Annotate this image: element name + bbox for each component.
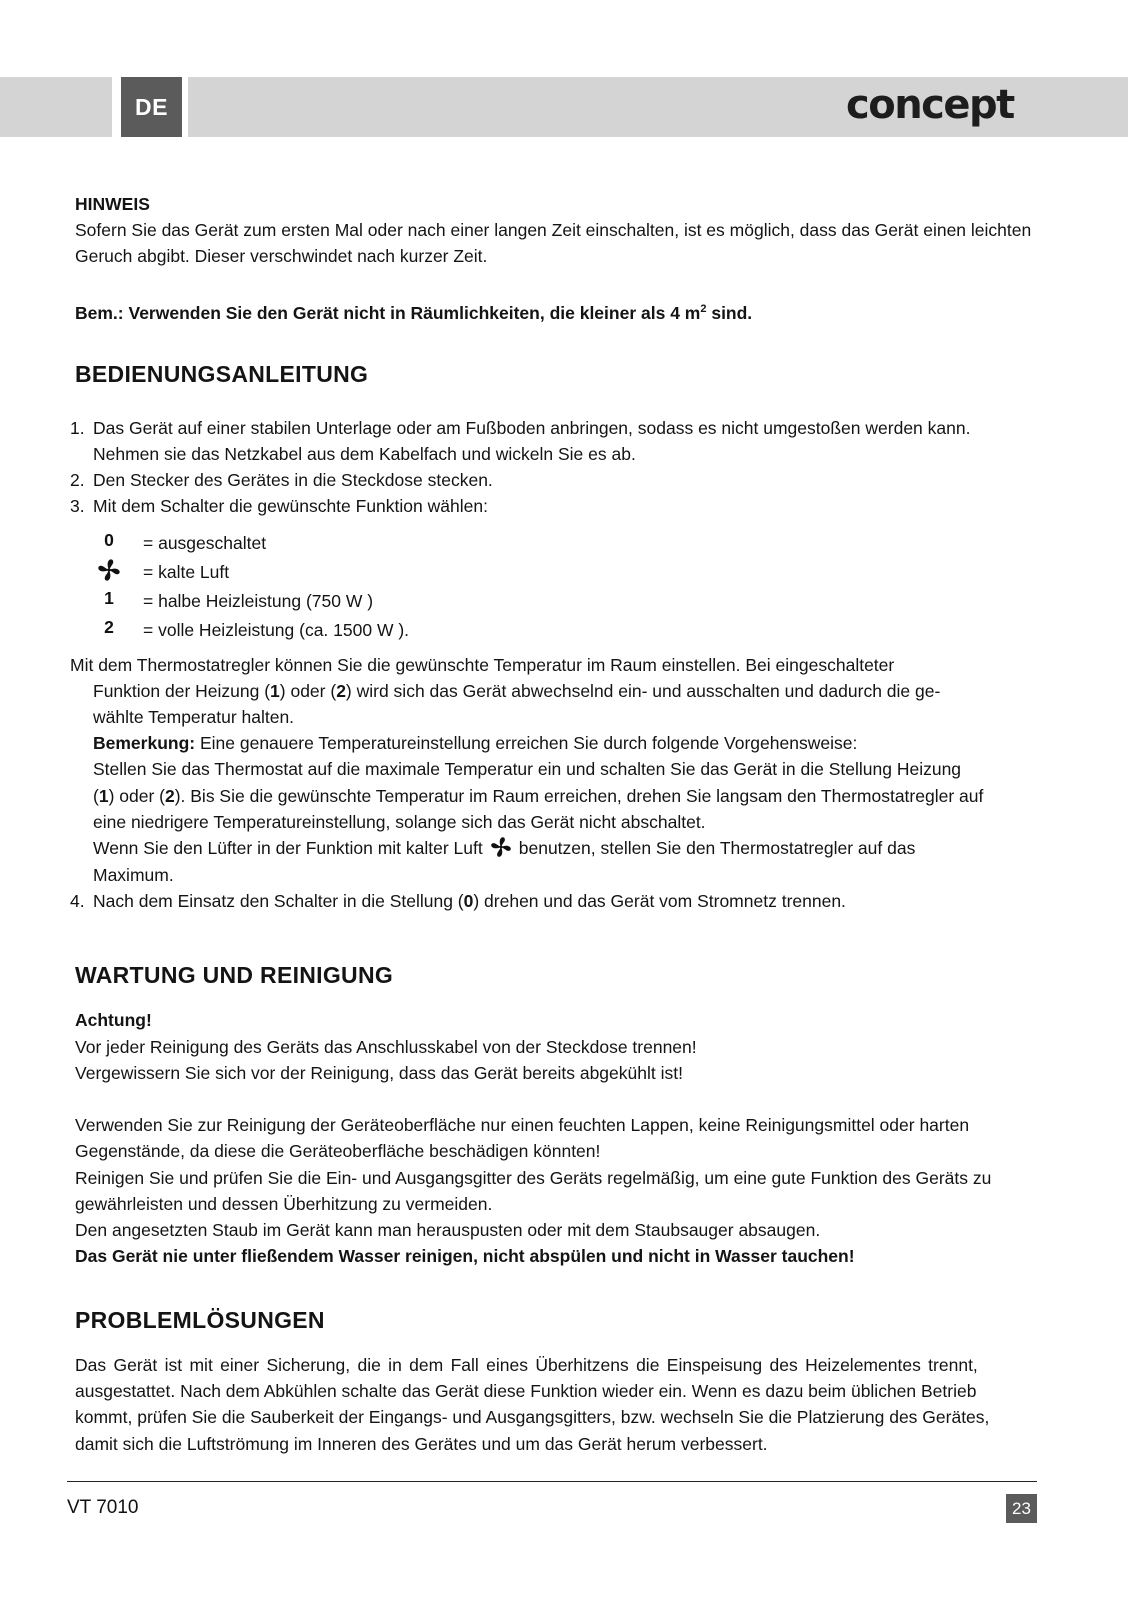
troubleshooting-heading: PROBLEMLÖSUNGEN xyxy=(75,1307,325,1333)
thermostat-line-2: Funktion der Heizung (1) oder (2) wird sich das Gerät abwechselnd ein- und ausschalten und dadurch die ge- xyxy=(93,681,941,701)
procedure-line-2: (1) oder (2). Bis Sie die gewünschte Temperatur im Raum erreichen, drehen Sie langsam den Thermostatregler auf xyxy=(93,786,984,806)
step-2-text: Den Stecker des Gerätes in die Steckdose stecken. xyxy=(93,470,493,490)
step-4-number: 4. xyxy=(70,891,85,911)
troubleshooting-line-4: damit sich die Luftströmung im Inneren des Gerätes und um das Gerät herum verbessert. xyxy=(75,1434,768,1454)
step-3-number: 3. xyxy=(70,496,85,516)
warning-title: Achtung! xyxy=(75,1010,152,1030)
troubleshooting-line-1: Das Gerät ist mit einer Sicherung, die in dem Fall eines Überhitzens die Einspeisung des Heizelementes trennt, xyxy=(75,1355,978,1375)
water-warning: Das Gerät nie unter fließendem Wasser reinigen, nicht abspülen und nicht in Wasser tauchen! xyxy=(75,1246,855,1266)
note-line-2: Geruch abgibt. Dieser verschwindet nach kurzer Zeit. xyxy=(75,246,488,266)
switch-symbol-2: 1 xyxy=(104,588,114,608)
maintenance-line-4: gewährleisten und dessen Überhitzung zu vermeiden. xyxy=(75,1194,493,1214)
procedure-line-1: Stellen Sie das Thermostat auf die maximale Temperatur ein und schalten Sie das Gerät in die Stellung Heizung xyxy=(93,759,962,779)
thermostat-line-1: Mit dem Thermostatregler können Sie die gewünschte Temperatur im Raum einstellen. Bei eingeschalteter xyxy=(70,655,895,675)
step-1-number: 1. xyxy=(70,418,85,438)
switch-text-3: = volle Heizleistung (ca. 1500 W ). xyxy=(143,620,410,640)
fan-icon xyxy=(96,558,122,582)
fan-icon-inline xyxy=(489,836,513,858)
warning-line-1: Vor jeder Reinigung des Geräts das Anschlusskabel von der Steckdose trennen! xyxy=(75,1037,697,1057)
brand-logo: concept xyxy=(846,82,1014,128)
switch-text-2: = halbe Heizleistung (750 W ) xyxy=(143,591,374,611)
step-1-line-1: Das Gerät auf einer stabilen Unterlage oder am Fußboden anbringen, sodass es nicht umgestoßen werden kann. xyxy=(93,418,971,438)
fan-line-2: Maximum. xyxy=(93,865,174,885)
switch-text-1: = kalte Luft xyxy=(143,562,230,582)
troubleshooting-line-2: ausgestattet. Nach dem Abkühlen schalte das Gerät diese Funktion wieder ein. Wenn es dazu beim üblichen Betrieb xyxy=(75,1381,977,1401)
note-line-1: Sofern Sie das Gerät zum ersten Mal oder nach einer langen Zeit einschalten, ist es möglich, dass das Gerät einen leichten xyxy=(75,220,1032,240)
fan-line: Wenn Sie den Lüfter in der Funktion mit kalter Luft benutzen, stellen Sie den Thermostatregler auf das xyxy=(93,838,916,858)
maintenance-line-2: Gegenstände, da diese die Geräteoberfläche beschädigen könnten! xyxy=(75,1141,601,1161)
language-badge: DE xyxy=(121,77,182,137)
step-4-text: Nach dem Einsatz den Schalter in die Stellung (0) drehen und das Gerät vom Stromnetz trennen. xyxy=(93,891,846,911)
page-number: 23 xyxy=(1006,1494,1037,1523)
note-title: HINWEIS xyxy=(75,194,150,214)
thermostat-line-3: wählte Temperatur halten. xyxy=(93,707,295,727)
switch-symbol-3: 2 xyxy=(104,617,114,637)
switch-symbol-0: 0 xyxy=(104,530,114,550)
footer-divider xyxy=(67,1481,1037,1482)
maintenance-line-3: Reinigen Sie und prüfen Sie die Ein- und Ausgangsgitter des Geräts regelmäßig, um eine gute Funktion des Geräts zu xyxy=(75,1168,992,1188)
step-1-line-2: Nehmen sie das Netzkabel aus dem Kabelfach und wickeln Sie es ab. xyxy=(93,444,636,464)
troubleshooting-line-3: kommt, prüfen Sie die Sauberkeit der Eingangs- und Ausgangsgitters, bzw. wechseln Sie die Platzierung des Gerätes, xyxy=(75,1407,990,1427)
step-2-number: 2. xyxy=(70,470,85,490)
maintenance-heading: WARTUNG UND REINIGUNG xyxy=(75,962,394,988)
footer-model: VT 7010 xyxy=(67,1497,139,1518)
remark-line: Bemerkung: Eine genauere Temperatureinstellung erreichen Sie durch folgende Vorgehensweise: xyxy=(93,733,858,753)
maintenance-line-1: Verwenden Sie zur Reinigung der Geräteoberfläche nur einen feuchten Lappen, keine Reinigungsmittel oder harten xyxy=(75,1115,970,1135)
warning-line-2: Vergewissern Sie sich vor der Reinigung, dass das Gerät bereits abgekühlt ist! xyxy=(75,1063,683,1083)
switch-text-0: = ausgeschaltet xyxy=(143,533,267,553)
procedure-line-3: eine niedrigere Temperatureinstellung, solange sich das Gerät nicht abschaltet. xyxy=(93,812,706,832)
operation-heading: BEDIENUNGSANLEITUNG xyxy=(75,361,369,387)
note-remark: Bem.: Verwenden Sie den Gerät nicht in Räumlichkeiten, die kleiner als 4 $m^2$ sind. xyxy=(75,302,753,323)
step-3-text: Mit dem Schalter die gewünschte Funktion wählen: xyxy=(93,496,488,516)
maintenance-line-5: Den angesetzten Staub im Gerät kann man herauspusten oder mit dem Staubsauger absaugen. xyxy=(75,1220,821,1240)
